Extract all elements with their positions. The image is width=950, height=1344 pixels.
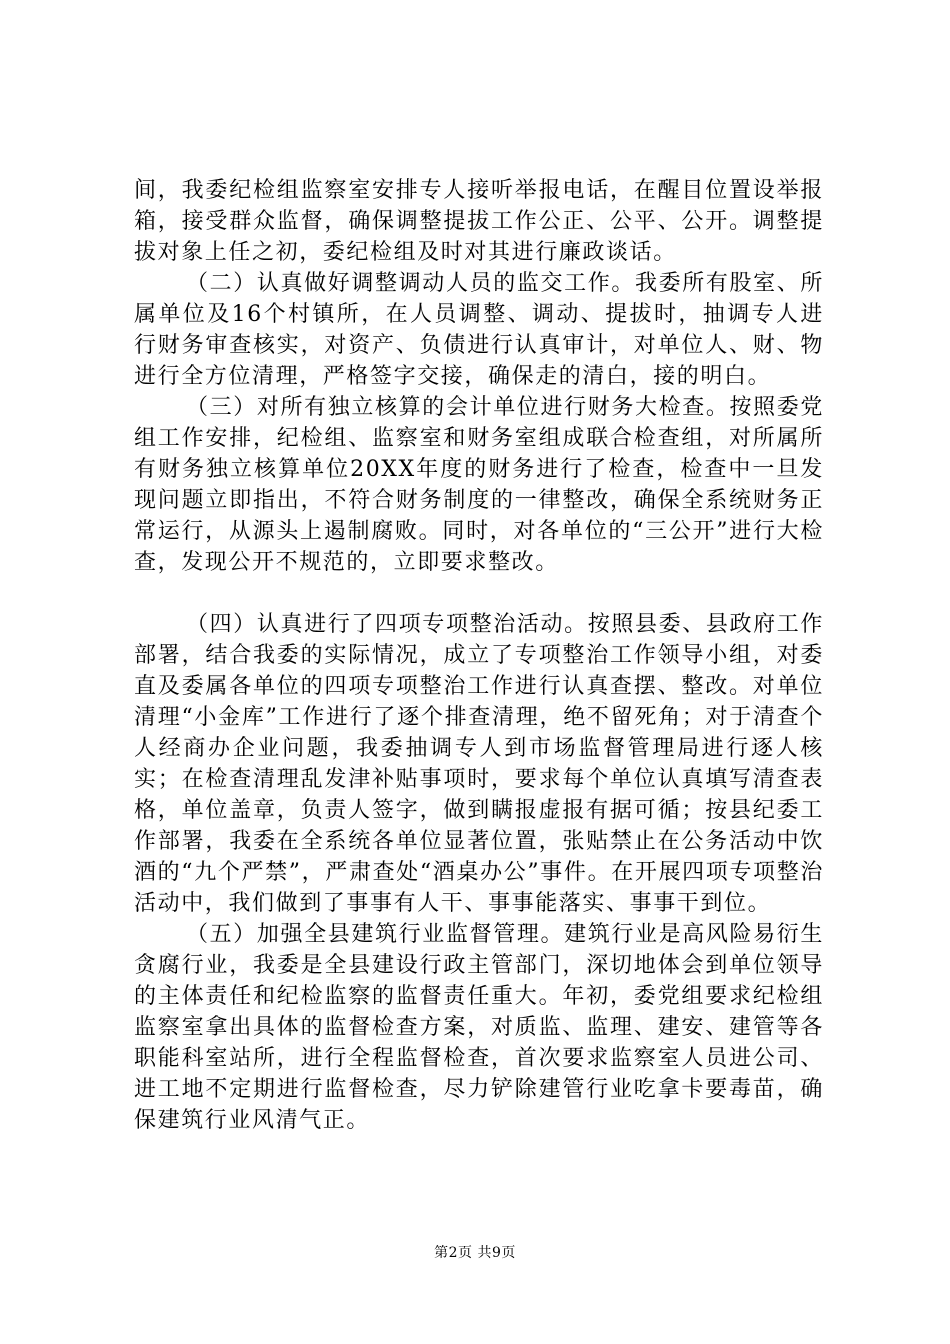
paragraph-section-4: （四）认真进行了四项专项整治活动。按照县委、县政府工作部署，结合我委的实际情况，成立了专项整治工作领导小组，对委直及委属各单位的四项专项整治工作进行认真查摆、整改。对单位清理“小金库”工作进行了逐个排查清理，绝不留死角；对于清查个人经商办企业问题，我委抽调专人到市场监督管理局进行逐人核实；在检查清理乱发津补贴事项时，要求每个单位认真填写清查表格，单位盖章，负责人签字，做到瞒报虚报有据可循；按县纪委工作部署，我委在全系统各单位显著位置，张贴禁止在公务活动中饮酒的“九个严禁”，严肃查处“酒桌办公”事件。在开展四项专项整治活动中，我们做到了事事有人干、事事能落实、事事干到位。 [134,612,824,916]
paragraph-section-2: （二）认真做好调整调动人员的监交工作。我委所有股室、所属单位及16个村镇所，在人员调整、调动、提拔时，抽调专人进行财务审查核实，对资产、负债进行认真审计，对单位人、财、物进行全方位清理，严格签字交接，确保走的清白，接的明白。 [134,271,824,389]
page-number-footer: 第2页 共9页 [434,1245,516,1261]
paragraph-section-3: （三）对所有独立核算的会计单位进行财务大检查。按照委党组工作安排，纪检组、监察室和财务室组成联合检查组，对所属所有财务独立核算单位20XX年度的财务进行了检查，检查中一旦发现问题立即指出，不符合财务制度的一律整改，确保全系统财务正常运行，从源头上遏制腐败。同时，对各单位的“三公开”进行大检查，发现公开不规范的，立即要求整改。 [134,395,824,575]
paragraph-continuation: 间，我委纪检组监察室安排专人接听举报电话，在醒目位置设举报箱，接受群众监督，确保调整提拔工作公正、公平、公开。调整提拔对象上任之初，委纪检组及时对其进行廉政谈话。 [134,178,824,265]
document-body [134,175,824,1136]
paragraph-section-5: （五）加强全县建筑行业监督管理。建筑行业是高风险易衍生贪腐行业，我委是全县建设行政主管部门，深切地体会到单位领导的主体责任和纪检监察的监督责任重大。年初，委党组要求纪检组监察室拿出具体的监督检查方案，对质监、监理、建安、建管等各职能科室站所，进行全程监督检查，首次要求监察室人员进公司、进工地不定期进行监督检查，尽力铲除建管行业吃拿卡要毒苗，确保建筑行业风清气正。 [134,922,824,1133]
